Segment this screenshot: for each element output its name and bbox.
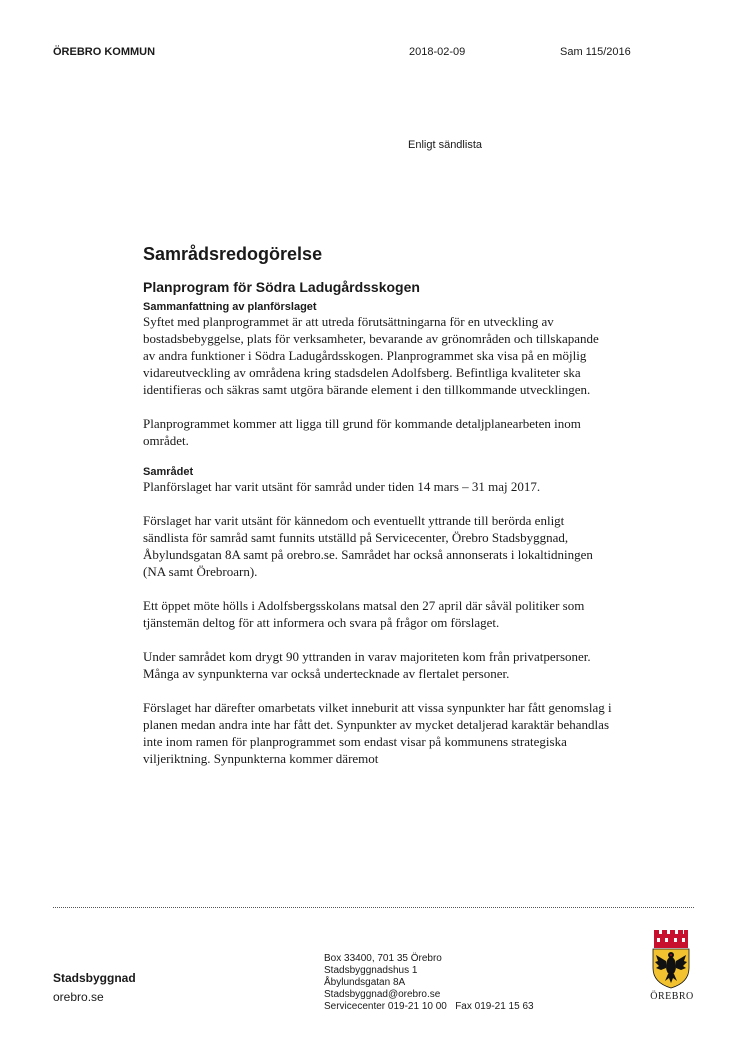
paragraph: Ett öppet möte hölls i Adolfsbergsskolans matsal den 27 april där såväl politiker som tjänstemän deltog för att informera och svara på frågor om förslaget. (143, 598, 585, 630)
document-reference: Sam 115/2016 (560, 46, 631, 58)
section-heading: Samrådet (143, 466, 194, 478)
footer-website: orebro.se (53, 990, 104, 1004)
address-line: Box 33400, 701 35 Örebro (324, 953, 442, 964)
footer-address (324, 953, 534, 1013)
document-subtitle: Planprogram för Södra Ladugårdsskogen (143, 279, 420, 295)
crest-label: ÖREBRO (650, 991, 694, 1002)
recipient: Enligt sändlista (408, 139, 482, 151)
document-body (143, 244, 613, 784)
city-crest-icon (648, 928, 694, 990)
address-line: Åbylundsgatan 8A (324, 977, 406, 988)
footer-divider (53, 907, 694, 908)
organization-name: ÖREBRO KOMMUN (53, 46, 156, 58)
document-date: 2018-02-09 (409, 46, 466, 58)
section-consultation (143, 466, 613, 767)
document-title: Samrådsredogörelse (143, 244, 323, 264)
footer-department: Stadsbyggnad (53, 971, 136, 985)
section-heading: Sammanfattning av planförslaget (143, 301, 317, 313)
address-line: Servicecenter 019-21 10 00 Fax 019-21 15 63 (324, 1001, 534, 1012)
section-summary (143, 301, 613, 449)
paragraph: Under samrådet kom drygt 90 yttranden in varav majoriteten kom från privatpersoner. Många av synpunkterna var också undertecknade av flertalet personer. (143, 649, 591, 681)
paragraph: Planförslaget har varit utsänt för samråd under tiden 14 mars – 31 maj 2017. (143, 479, 541, 494)
paragraph: Syftet med planprogrammet är att utreda förutsättningarna för en utveckling av bostadsbebyggelse, plats för verksamheter, bevarande av grönområden och tillskapande av andra funktioner i Södra Ladugårdsskogen. Planprogrammet ska visa på en möjlig vidareutveckling av områdena kring stadsdelen Adolfsberg. Befintliga kvaliteter ska identifieras och säkras samt utgöra bärande element i den tillkommande utvecklingen. (143, 314, 599, 397)
address-line: Stadsbyggnad@orebro.se (324, 989, 441, 1000)
paragraph: Planprogrammet kommer att ligga till grund för kommande detaljplanearbeten inom området. (143, 416, 581, 448)
address-line: Stadsbyggnadshus 1 (324, 965, 418, 976)
paragraph: Förslaget har därefter omarbetats vilket inneburit att vissa synpunkter har fått genomslag i planen medan andra inte har fått det. Synpunkter av mycket detaljerad karaktär behandlas inte inom ramen för planprogrammet som endast visar på kommunens strategiska viljeriktning. Synpunkterna kommer däremot (143, 700, 612, 766)
paragraph: Förslaget har varit utsänt för kännedom och eventuellt yttrande till berörda enligt sändlista för samråd samt funnits utställd på Servicecenter, Örebro Stadsbyggnad, Åbylundsgatan 8A samt på orebro.se. Samrådet har också annonserats i lokaltidningen (NA samt Örebroarn). (143, 513, 593, 579)
